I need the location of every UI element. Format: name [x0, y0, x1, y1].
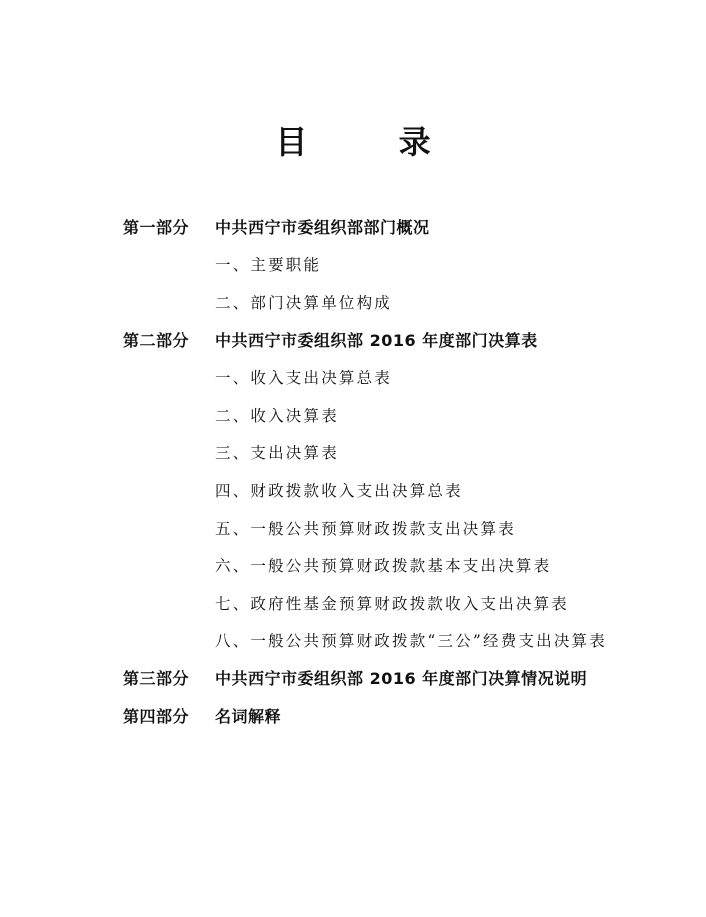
part-label: 第三部分 — [123, 669, 190, 689]
toc-item: 四、财政拨款收入支出决算总表 — [215, 481, 463, 500]
toc-item: 二、收入决算表 — [215, 406, 339, 425]
toc-part-2 — [123, 321, 693, 359]
part-label: 第一部分 — [123, 218, 190, 238]
toc-item: 一、主要职能 — [215, 256, 322, 275]
toc-item: 三、支出决算表 — [215, 444, 339, 463]
toc-item: 六、一般公共预算财政拨款基本支出决算表 — [215, 557, 552, 576]
toc-item: 一、收入支出决算总表 — [215, 369, 393, 388]
table-of-contents — [123, 208, 693, 734]
toc-item: 二、部门决算单位构成 — [215, 293, 393, 312]
toc-title: 目 录 — [275, 123, 471, 161]
toc-part-1 — [123, 208, 693, 246]
part-title: 中共西宁市委组织部部门概况 — [215, 218, 430, 238]
part-label: 第四部分 — [123, 707, 190, 727]
part-title: 名词解释 — [215, 707, 282, 727]
part-title: 中共西宁市委组织部 2016 年度部门决算表 — [215, 331, 538, 351]
part-title: 中共西宁市委组织部 2016 年度部门决算情况说明 — [215, 669, 588, 689]
toc-part-3 — [123, 659, 693, 697]
toc-item: 五、一般公共预算财政拨款支出决算表 — [215, 519, 516, 538]
toc-item: 八、一般公共预算财政拨款“三公”经费支出决算表 — [215, 632, 607, 651]
part-label: 第二部分 — [123, 331, 190, 351]
toc-part-4 — [123, 697, 693, 735]
toc-item: 七、政府性基金预算财政拨款收入支出决算表 — [215, 594, 570, 613]
